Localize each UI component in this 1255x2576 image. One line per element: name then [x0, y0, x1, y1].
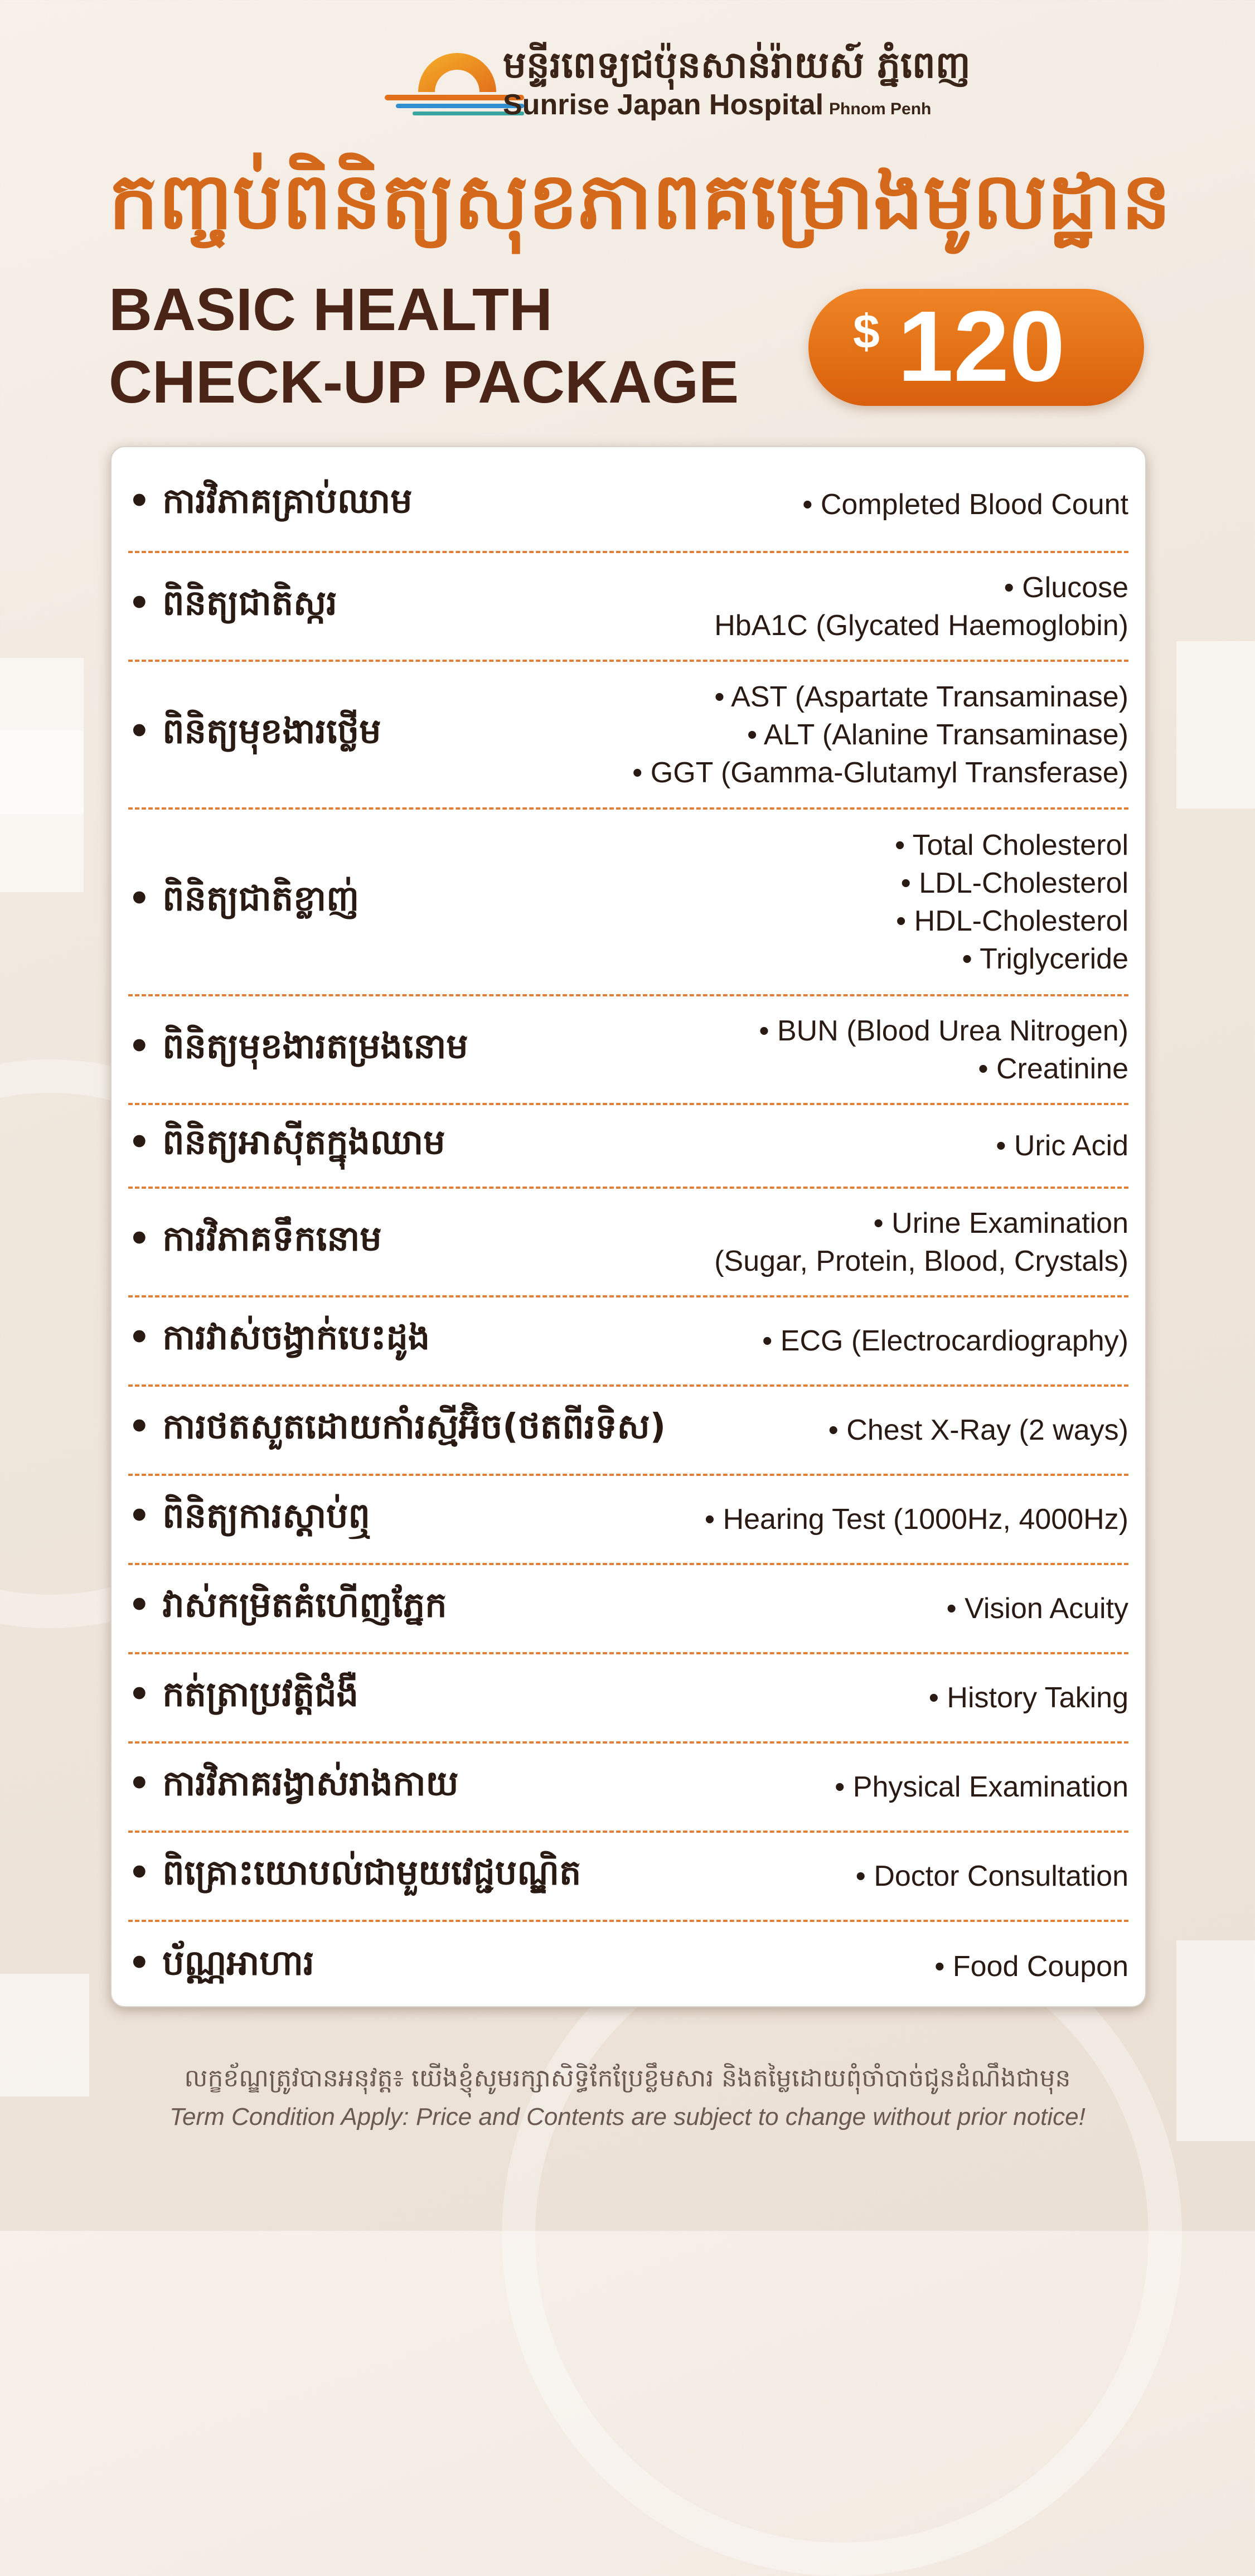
terms-english: Term Condition Apply: Price and Contents are subject to change without prior notice!: [169, 2103, 1086, 2130]
package-item-row: [128, 1565, 1128, 1654]
item-khmer-label: • ពិនិត្យមុខងារថ្លើម: [128, 710, 381, 751]
item-english-line: • Total Cholesterol: [894, 829, 1128, 861]
item-english-details: [996, 1127, 1128, 1165]
bg-cross-decoration: [1176, 641, 1255, 808]
item-english-details: [705, 1500, 1128, 1538]
item-english-line: HbA1C (Glycated Haemoglobin): [714, 609, 1128, 642]
terms-khmer: លក្ខខ័ណ្ឌត្រូវបានអនុវត្ត៖ យើងខ្ញុំសូមរក្សាសិទ្ធិកែប្រែខ្លឹមសារ និងតម្លៃដោយពុំចាំបាច់ជូនដំណឹងជាមុន: [184, 2064, 1071, 2093]
item-english-line: • Urine Examination: [873, 1207, 1128, 1239]
item-khmer-label: • ការវិភាគគ្រាប់ឈាម: [128, 480, 413, 521]
item-english-details: [762, 1322, 1128, 1360]
logo-english-name: Sunrise Japan Hospital Phnom Penh: [503, 89, 932, 121]
item-khmer-label: • ពិនិត្យជាតិស្ករ: [128, 582, 337, 623]
item-khmer-label: • ពិនិត្យជាតិខ្លាញ់: [128, 878, 360, 918]
item-english-line: • Uric Acid: [996, 1130, 1128, 1162]
item-english-line: • Glucose: [1004, 571, 1128, 604]
item-english-details: [828, 1411, 1128, 1449]
item-english-line: • ECG (Electrocardiography): [762, 1325, 1128, 1357]
package-item-row: [128, 458, 1128, 553]
package-item-row: [128, 553, 1128, 662]
item-english-line: • Creatinine: [978, 1052, 1128, 1085]
item-english-details: [632, 678, 1128, 792]
package-item-row: [128, 662, 1128, 810]
item-english-line: • ALT (Alanine Transaminase): [747, 718, 1128, 751]
item-english-line: (Sugar, Protein, Blood, Crystals): [714, 1245, 1128, 1277]
bg-cross-decoration: [0, 730, 84, 814]
item-english-line: • Vision Acuity: [946, 1592, 1128, 1625]
package-item-row: [128, 1387, 1128, 1476]
item-english-details: [714, 1204, 1128, 1280]
package-item-row: [128, 1833, 1128, 1922]
package-item-row: [128, 1189, 1128, 1297]
item-english-line: • History Taking: [928, 1682, 1128, 1714]
package-item-row: [128, 1922, 1128, 2011]
item-khmer-label: • ពិគ្រោះយោបល់ជាមួយវេជ្ជបណ្ឌិត: [128, 1852, 582, 1893]
item-english-line: • Chest X-Ray (2 ways): [828, 1414, 1128, 1446]
item-english-details: [946, 1590, 1128, 1628]
item-english-line: • LDL-Cholesterol: [900, 866, 1128, 899]
item-english-line: • AST (Aspartate Transaminase): [714, 680, 1128, 713]
item-khmer-label: • ប័ណ្ណអាហារ: [128, 1942, 314, 1983]
item-english-line: • HDL-Cholesterol: [895, 904, 1128, 937]
item-english-details: [835, 1768, 1128, 1806]
package-title-khmer: កញ្ចប់ពិនិត្យសុខភាពគម្រោងមូលដ្ឋាន: [109, 156, 1171, 247]
item-english-details: [934, 1948, 1128, 1986]
package-item-row: [128, 1476, 1128, 1565]
price-currency: $: [853, 305, 880, 359]
price-amount: 120: [898, 290, 1065, 403]
logo-khmer-name: មន្ទីរពេទ្យជប៉ុនសាន់រ៉ាយស៍ ភ្នំពេញ: [503, 43, 971, 86]
package-item-row: [128, 1654, 1128, 1744]
item-english-line: • Triglyceride: [962, 942, 1128, 975]
item-english-line: • BUN (Blood Urea Nitrogen): [759, 1014, 1128, 1047]
item-khmer-label: • ពិនិត្យអាស៊ីតក្នុងឈាម: [128, 1121, 445, 1163]
hospital-logo: [379, 39, 971, 128]
package-item-row: [128, 1744, 1128, 1833]
item-english-details: [929, 1679, 1128, 1717]
item-english-line: • Doctor Consultation: [855, 1860, 1128, 1892]
package-title-english: BASIC HEALTH CHECK-UP PACKAGE: [109, 275, 739, 415]
package-item-row: [128, 1105, 1128, 1189]
item-khmer-label: • កត់ត្រាប្រវត្តិជំងឺ: [128, 1673, 358, 1715]
item-khmer-label: • ពិនិត្យការស្តាប់ឮ: [128, 1495, 370, 1536]
item-english-details: [856, 1857, 1128, 1895]
item-english-details: [802, 486, 1128, 524]
price-badge: [808, 289, 1144, 406]
item-english-line: • Physical Examination: [835, 1771, 1128, 1803]
item-khmer-label: • ការវិភាគរង្វាស់រាងកាយ: [128, 1762, 459, 1804]
item-english-line: • Hearing Test (1000Hz, 4000Hz): [704, 1503, 1128, 1536]
item-english-line: • Food Coupon: [934, 1950, 1128, 1983]
item-khmer-label: • វាស់កម្រិតគំហើញភ្នែក: [128, 1584, 447, 1625]
item-english-details: [895, 826, 1128, 978]
item-khmer-label: • ការថតសួតដោយកាំរស្មីអ៊ិច(ថតពីរទិស): [128, 1406, 666, 1447]
item-khmer-label: • ការវាស់ចង្វាក់បេះដូង: [128, 1316, 430, 1358]
package-item-row: [128, 996, 1128, 1105]
package-item-row: [128, 810, 1128, 996]
item-english-details: [759, 1012, 1128, 1088]
package-item-row: [128, 1297, 1128, 1387]
item-khmer-label: • ការវិភាគទឹកនោម: [128, 1218, 382, 1258]
package-items-card: [110, 446, 1146, 2007]
item-khmer-label: • ពិនិត្យមុខងារតម្រងនោម: [128, 1025, 468, 1066]
item-english-line: • GGT (Gamma-Glutamyl Transferase): [632, 756, 1128, 789]
item-english-details: [714, 569, 1128, 645]
item-english-line: • Completed Blood Count: [802, 488, 1128, 521]
